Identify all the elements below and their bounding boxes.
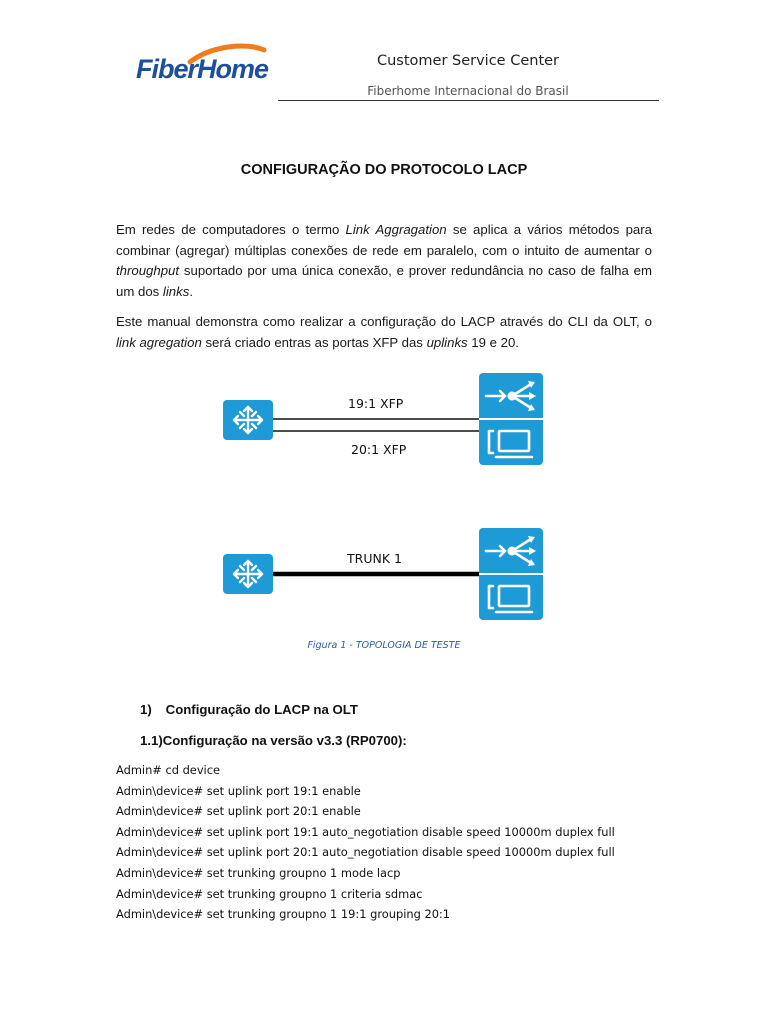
text-run: será criado entras as portas XFP das [201, 334, 427, 350]
header-divider [278, 100, 659, 101]
text-run: link agregation [116, 334, 202, 350]
manual-paragraph [116, 312, 652, 353]
switch-icon [223, 554, 273, 594]
intro-paragraph [116, 220, 652, 302]
text-run: Este manual demonstra como realizar a configuração do LACP através do CLI da OLT, o [116, 314, 652, 329]
command-line: Admin\device# set uplink port 19:1 auto_negotiation disable speed 10000m duplex full [116, 824, 615, 839]
command-line: Admin\device# set trunking groupno 1 19:1 grouping 20:1 [116, 907, 451, 922]
text-run: throughput [116, 263, 180, 279]
text-run: Em redes de computadores o termo [116, 222, 346, 237]
text-run: uplinks [426, 334, 468, 350]
command-line: Admin\device# set uplink port 20:1 enable [116, 804, 361, 819]
figure-caption: Figura 1 - TOPOLOGIA DE TESTE [307, 640, 461, 651]
text-run: . [189, 283, 193, 299]
command-line: Admin\device# set trunking groupno 1 criteria sdmac [116, 886, 423, 901]
header-subtitle: Fiberhome Internacional do Brasil [367, 84, 569, 98]
document-title: CONFIGURAÇÃO DO PROTOCOLO LACP [240, 162, 528, 178]
olt-icon [479, 373, 543, 465]
text-run: se aplica a vários métodos para combinar (agregar) múltiplas conexões de rede em paralelo, com o intuito de aumentar o [116, 222, 652, 258]
section-1-number: 1) [140, 702, 152, 717]
section-1-1-heading: 1.1)Configuração na versão v3.3 (RP0700): [140, 733, 407, 748]
link-label-19: 19:1 XFP [348, 396, 404, 411]
command-line: Admin\device# set uplink port 19:1 enable [116, 783, 361, 798]
text-run: Link Aggragation [345, 222, 447, 237]
fiberhome-logo [136, 42, 268, 90]
text-run: links [162, 283, 190, 299]
command-line: Admin\device# set uplink port 20:1 auto_negotiation disable speed 10000m duplex full [116, 845, 615, 860]
section-1-heading [140, 702, 358, 717]
command-line: Admin\device# set trunking groupno 1 mode lacp [116, 866, 401, 880]
command-line: Admin# cd device [116, 763, 220, 777]
link-label-20: 20:1 XFP [351, 442, 407, 457]
switch-icon [223, 400, 273, 440]
text-run: suportado por uma única conexão, e prover redundância no caso de falha em um dos [116, 263, 652, 299]
text-run: 19 e 20. [467, 334, 519, 350]
header-title: Customer Service Center [376, 53, 560, 69]
section-1-title: Configuração do LACP na OLT [165, 702, 358, 717]
olt-icon [479, 528, 543, 620]
logo-text: FiberHome [136, 54, 269, 84]
trunk-label: TRUNK 1 [347, 551, 402, 566]
